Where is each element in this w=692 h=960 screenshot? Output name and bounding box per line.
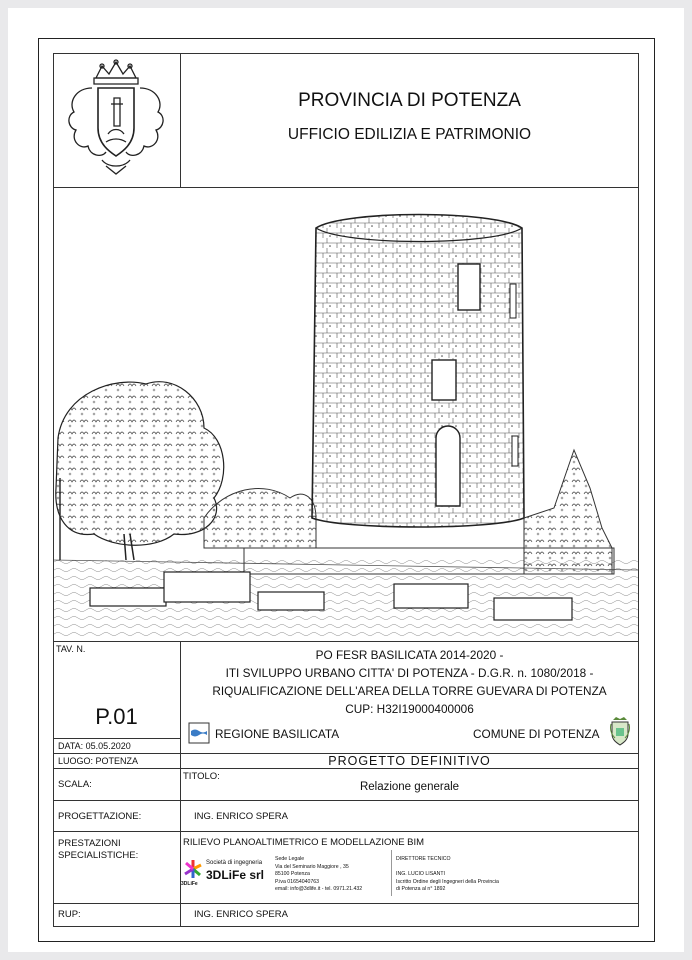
sede-line: Sede Legale (275, 856, 305, 862)
titolo-value: Relazione generale (359, 781, 460, 793)
company-director (396, 856, 499, 894)
header-divider (180, 53, 181, 187)
tower-sketch (54, 188, 638, 640)
director-line: di Potenza al n° 1892 (396, 886, 446, 893)
regione-flag-icon (188, 722, 210, 744)
sede-line: Via del Seminario Maggiore , 35 (275, 863, 349, 870)
progettazione-top-line (53, 800, 639, 801)
data-value: DATA: 05.05.2020 (58, 741, 131, 751)
project-line-4: CUP: H32I19000400006 (345, 702, 474, 716)
director-line (396, 864, 499, 872)
company-logo-icon (183, 859, 203, 879)
sede-line: 85100 Potenza (275, 871, 310, 878)
data-top-line (53, 738, 180, 739)
company-sede (275, 856, 362, 894)
regione-label: REGIONE BASILICATA (215, 727, 340, 741)
progettazione-value: ING. ENRICO SPERA (194, 811, 288, 822)
project-line-3: RIQUALIFICAZIONE DELL'AREA DELLA TORRE GUEVARA DI POTENZA (212, 684, 607, 698)
luogo-top-line (53, 753, 180, 754)
phase-label: PROGETTO DEFINITIVO (328, 754, 491, 768)
prestazioni-label-2: SPECIALISTICHE: (58, 850, 139, 861)
company-name: 3DLiFe srl (206, 868, 265, 882)
sede-line: email: info@3dlife.it - tel. 0971.21.432 (275, 886, 363, 893)
comune-crest-icon (609, 716, 631, 746)
progettazione-label: PROGETTAZIONE: (58, 811, 142, 822)
luogo-value: LUOGO: POTENZA (58, 756, 139, 766)
comune-label: COMUNE DI POTENZA (473, 727, 600, 741)
block-top-line (53, 641, 639, 642)
rup-value: ING. ENRICO SPERA (194, 909, 288, 920)
sede-line: P.iva 01654040763 (275, 878, 320, 885)
rup-top-line (53, 903, 639, 904)
scala-label: SCALA: (58, 779, 92, 790)
prestazioni-top-line (53, 831, 639, 832)
prestazioni-label-1: PRESTAZIONI (58, 838, 121, 849)
page-title: PROVINCIA DI POTENZA (298, 90, 521, 111)
project-line-2: ITI SVILUPPO URBANO CITTA' DI POTENZA - D.G.R. n. 1080/2018 - (225, 666, 594, 680)
coat-of-arms-icon (62, 58, 170, 178)
tavola-label: TAV. N. (56, 644, 86, 654)
company-kind: Società di ingegneria (206, 860, 263, 866)
project-line-1: PO FESR BASILICATA 2014-2020 - (315, 648, 504, 662)
page-subtitle: UFFICIO EDILIZIA E PATRIMONIO (287, 126, 532, 143)
director-line: ING. LUCIO LISANTI (396, 871, 446, 878)
tavola-number: P.01 (95, 704, 138, 729)
company-small-logo: 3DLiFe (181, 881, 198, 887)
director-line: DIRETTORE TECNICO (396, 856, 451, 862)
director-line: Iscritto Ordine degli Ingegneri della Provincia (396, 878, 499, 885)
titolo-label: TITOLO: (183, 771, 220, 782)
scala-top-line (53, 768, 639, 769)
rup-label: RUP: (58, 909, 81, 920)
company-divider (391, 850, 392, 896)
prestazioni-value: RILIEVO PLANOALTIMETRICO E MODELLAZIONE BIM (183, 837, 425, 848)
